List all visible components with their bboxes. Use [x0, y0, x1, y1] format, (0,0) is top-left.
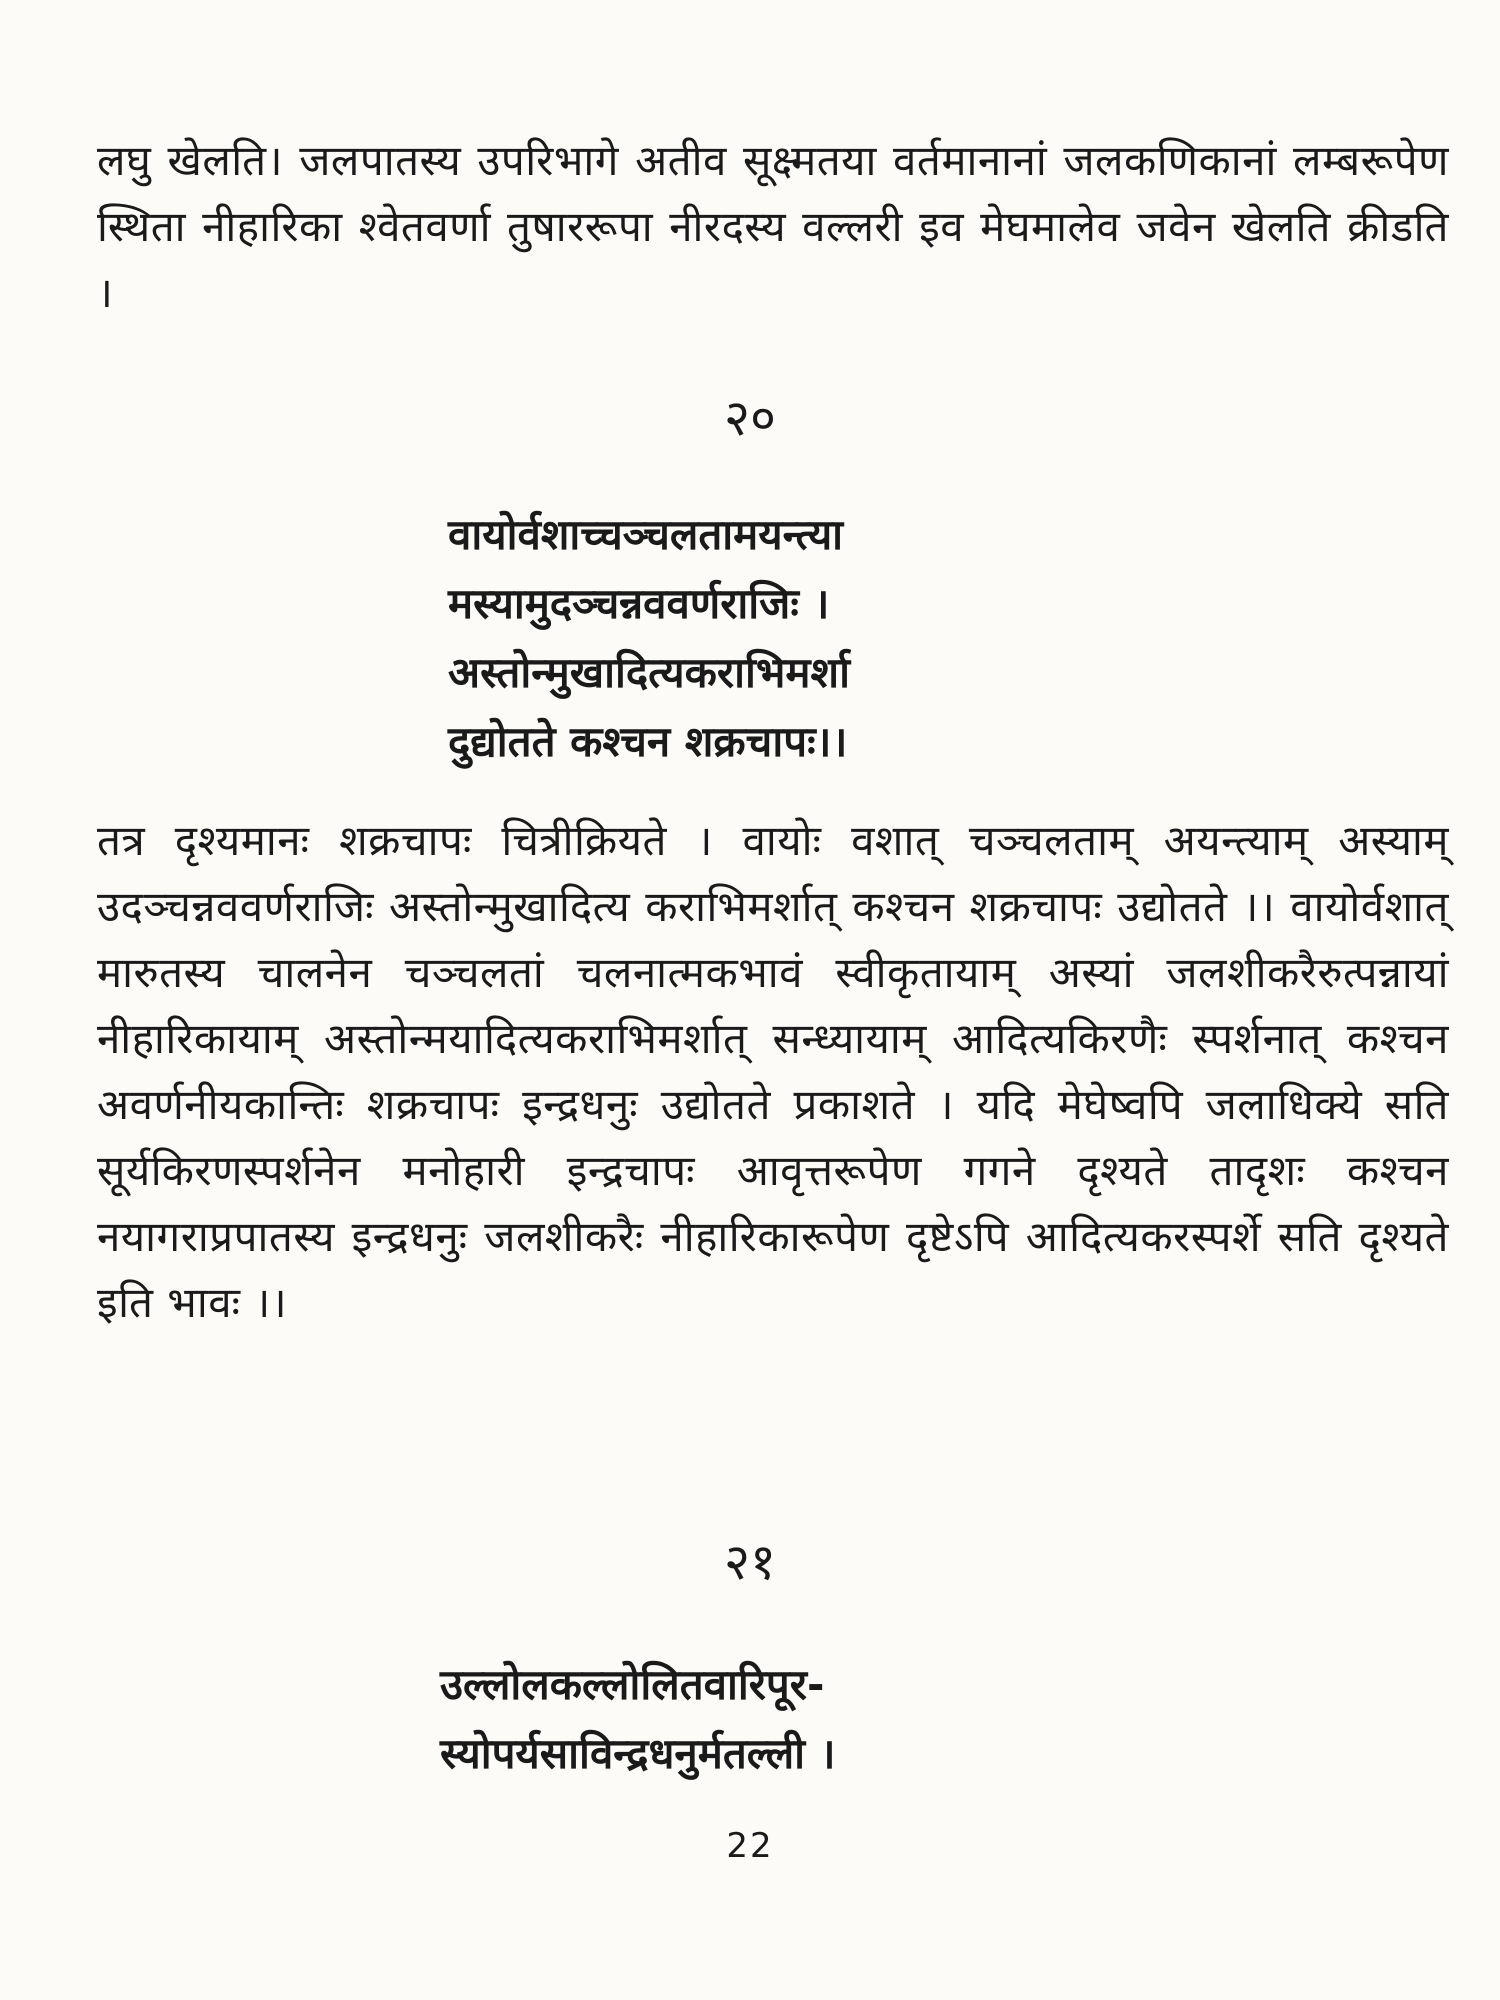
verse-line: मस्यामुदञ्चन्नववर्णराजिः ।	[448, 579, 830, 628]
verse-line: उल्लोलकल्लोलितवारिपूर-	[440, 1660, 825, 1709]
commentary-paragraph: लघु खेलति। जलपातस्य उपरिभागे अतीव सूक्ष्मतया वर्तमानानां जलकणिकानां लम्बरूपेण स्थिता नीहारिका श्वेतवर्णा तुषाररूपा नीरदस्य वल्लरी इव मेघमालेव जवेन खेलति क्रीडति ।	[97, 136, 1449, 317]
verse-line: दुद्योतते कश्चन शक्रचापः।।	[448, 717, 848, 766]
verse-number: २०	[724, 389, 776, 447]
verse-line: स्योपर्यसाविन्द्रधनुर्मतल्ली ।	[440, 1729, 836, 1778]
commentary-paragraph: तत्र दृश्यमानः शक्रचापः चित्रीक्रियते । वायोः वशात् चञ्चलताम् अयन्त्याम् अस्याम् उदञ्चन्नववर्णराजिः अस्तोन्मुखादित्य कराभिमर्शात् कश्चन शक्रचापः उद्योतते ।। वायोर्वशात् मारुतस्य चालनेन चञ्चलतां चलनात्मकभावं स्वीकृतायाम् अस्यां जलशीकरैरुत्पन्नायां नीहारिकायाम् अस्तोन्मयादित्यकराभिमर्शात् सन्ध्यायाम् आदित्यकिरणैः स्पर्शनात् कश्चन अवर्णनीयकान्तिः शक्रचापः इन्द्रधनुः उद्योतते प्रकाशते । यदि मेघेष्वपि जलाधिक्ये सति सूर्यकिरणस्पर्शनेन मनोहारी इन्द्रचापः आवृत्तरूपेण गगने दृश्यते तादृशः कश्चन नयागराप्रपातस्य इन्द्रधनुः जलशीकरैः नीहारिकारूपेण दृष्टेऽपि आदित्यकरस्पर्शे सति दृश्यते इति भावः ।।	[97, 816, 1449, 1327]
verse-20	[448, 500, 850, 776]
verse-line: अस्तोन्मुखादित्यकराभिमर्शा	[448, 648, 850, 697]
page-number: 22	[726, 1826, 774, 1866]
verse-number: २१	[724, 1533, 776, 1591]
verse-21	[440, 1650, 836, 1788]
verse-line: वायोर्वशाच्चञ्चलतामयन्त्या	[448, 510, 844, 559]
